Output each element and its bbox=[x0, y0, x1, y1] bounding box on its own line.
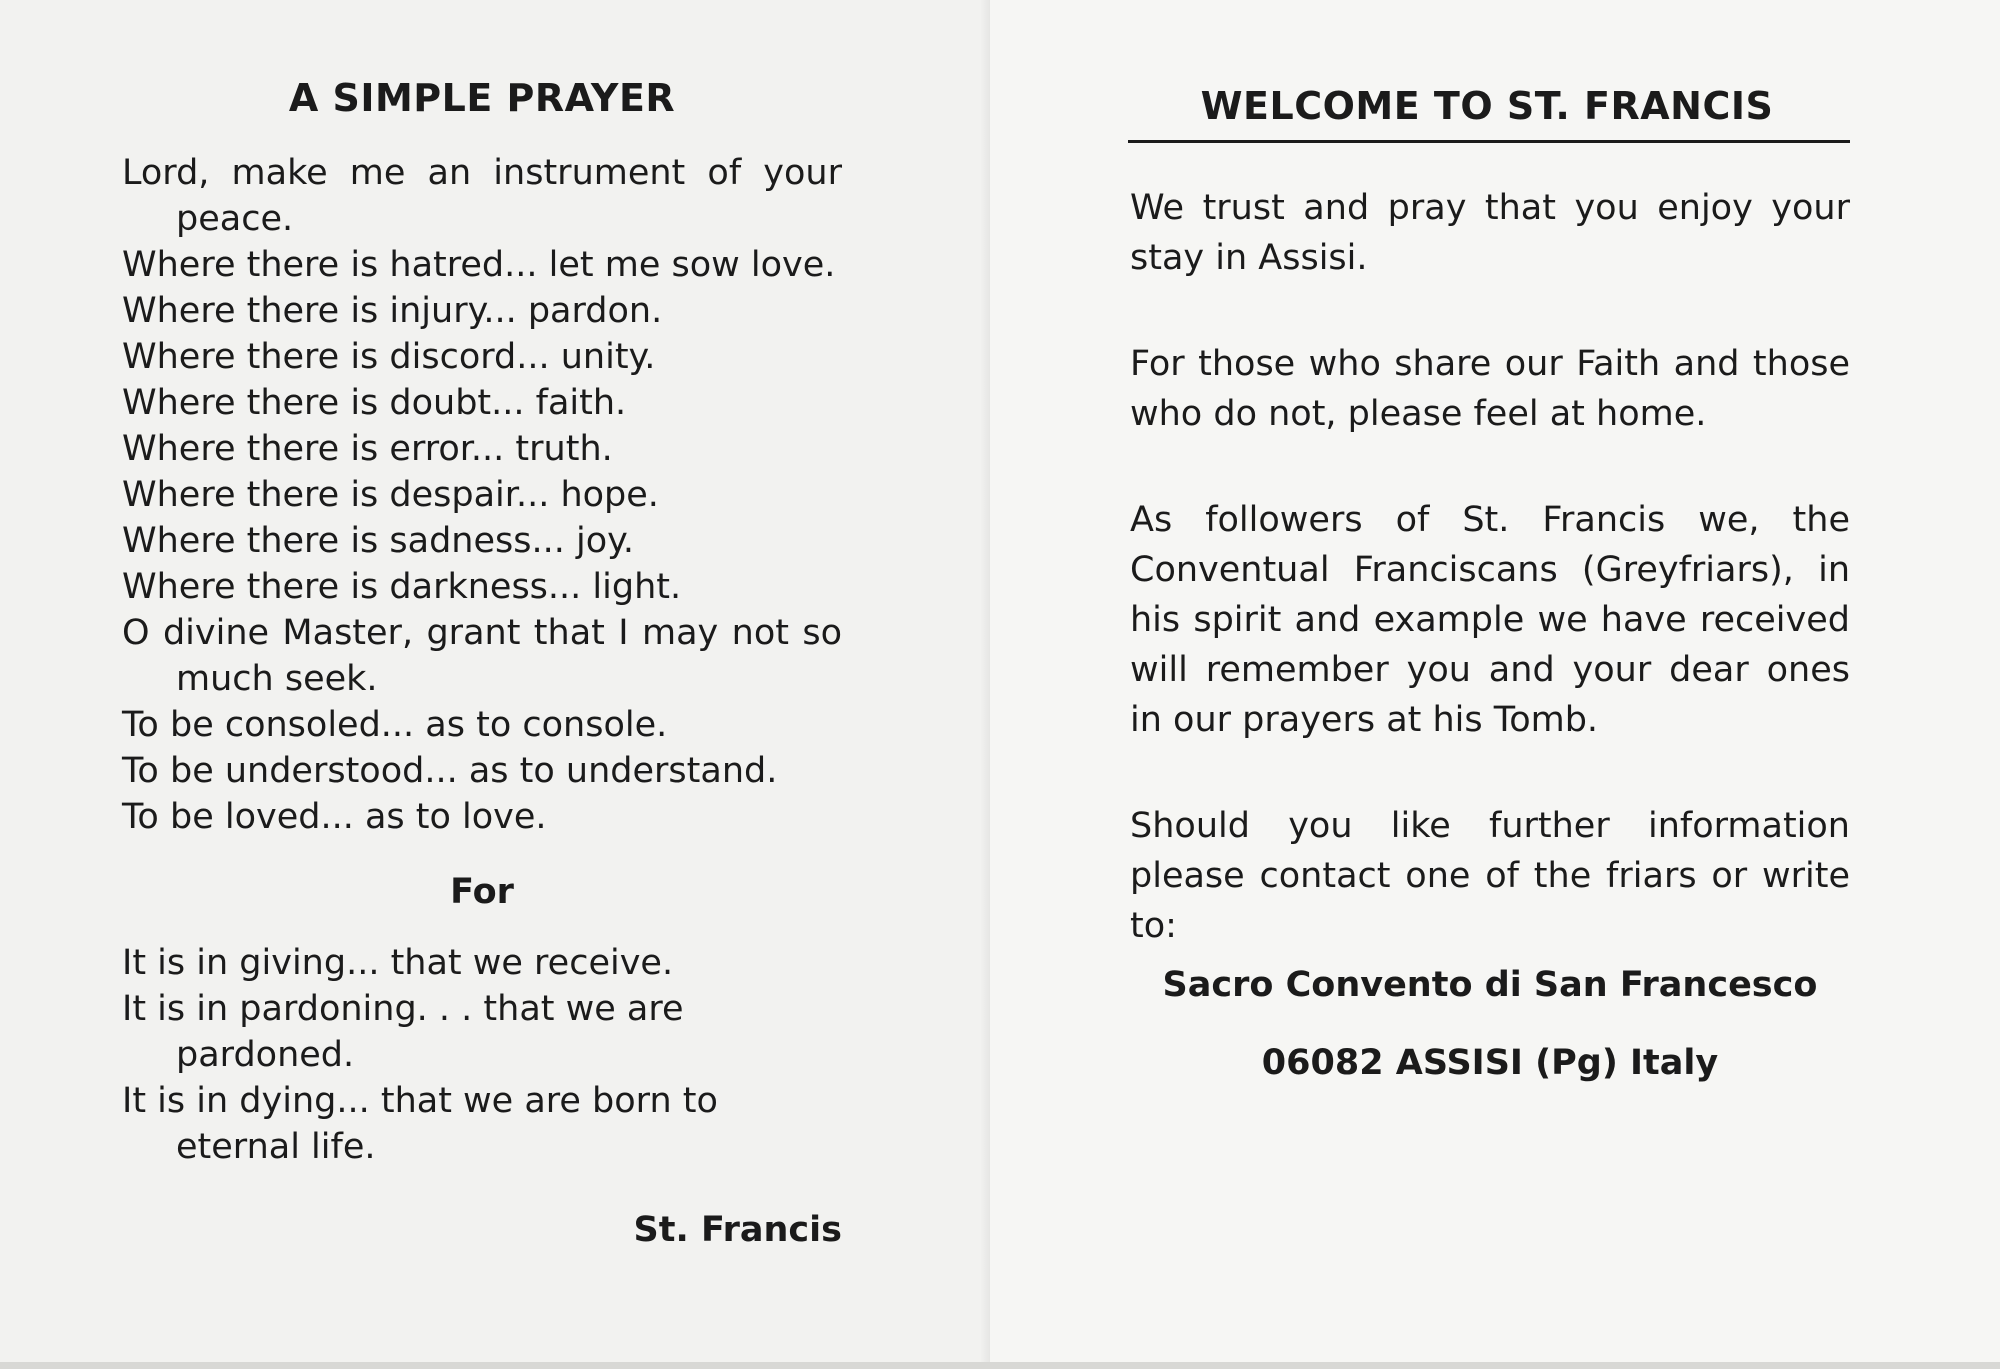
simple-prayer bbox=[122, 76, 842, 1250]
welcome-paragraph: Should you like further information please contact one of the friars or write to: bbox=[1130, 806, 1850, 946]
prayer-verse: To be loved... as to love. bbox=[122, 797, 547, 837]
prayer-verse: To be consoled... as to console. bbox=[122, 705, 668, 745]
address-convent: Sacro Convento di San Francesco bbox=[1162, 965, 1818, 1005]
prayer-verse: Where there is discord... unity. bbox=[122, 337, 656, 377]
prayer-verse: Where there is injury... pardon. bbox=[122, 291, 663, 331]
title-rule bbox=[1128, 140, 1850, 143]
welcome-paragraph: As followers of St. Francis we, the Conventual Franciscans (Greyfriars), in his spirit and example we have received will remember you and your dear ones in our prayers at his Tomb. bbox=[1130, 500, 1850, 740]
welcome-paragraph: For those who share our Faith and those who do not, please feel at home. bbox=[1130, 344, 1850, 434]
prayer-verse: Where there is doubt... faith. bbox=[122, 383, 627, 423]
address-city: 06082 ASSISI (Pg) Italy bbox=[1261, 1043, 1719, 1083]
prayer-signature: St. Francis bbox=[633, 1210, 842, 1250]
prayer-verse: Where there is sadness... joy. bbox=[122, 521, 634, 561]
closing-verse: It is in dying... that we are born to eternal life. bbox=[122, 1081, 718, 1167]
prayer-verse: Where there is error... truth. bbox=[122, 429, 613, 469]
prayer-verse: Where there is despair... hope. bbox=[122, 475, 659, 515]
prayer-verse: O divine Master, grant that I may not so much seek. bbox=[122, 613, 842, 699]
prayer-verse: Lord, make me an instrument of your peace. bbox=[122, 153, 842, 239]
bottom-edge bbox=[0, 1362, 2000, 1369]
welcome-title: WELCOME TO ST. FRANCIS bbox=[1200, 84, 1774, 128]
left-panel bbox=[0, 0, 990, 1362]
welcome-paragraph: We trust and pray that you enjoy your stay in Assisi. bbox=[1130, 188, 1850, 278]
welcome-section bbox=[1130, 84, 1850, 1083]
prayer-subhead: For bbox=[450, 872, 514, 912]
closing-verse: It is in pardoning. . . that we are pardoned. bbox=[122, 989, 684, 1075]
prayer-verse: Where there is hatred... let me sow love. bbox=[122, 245, 836, 285]
prayer-verse: Where there is darkness... light. bbox=[122, 567, 682, 607]
closing-verse: It is in giving... that we receive. bbox=[122, 943, 674, 983]
prayer-verse: To be understood... as to understand. bbox=[122, 751, 778, 791]
prayer-title: A SIMPLE PRAYER bbox=[288, 76, 676, 120]
